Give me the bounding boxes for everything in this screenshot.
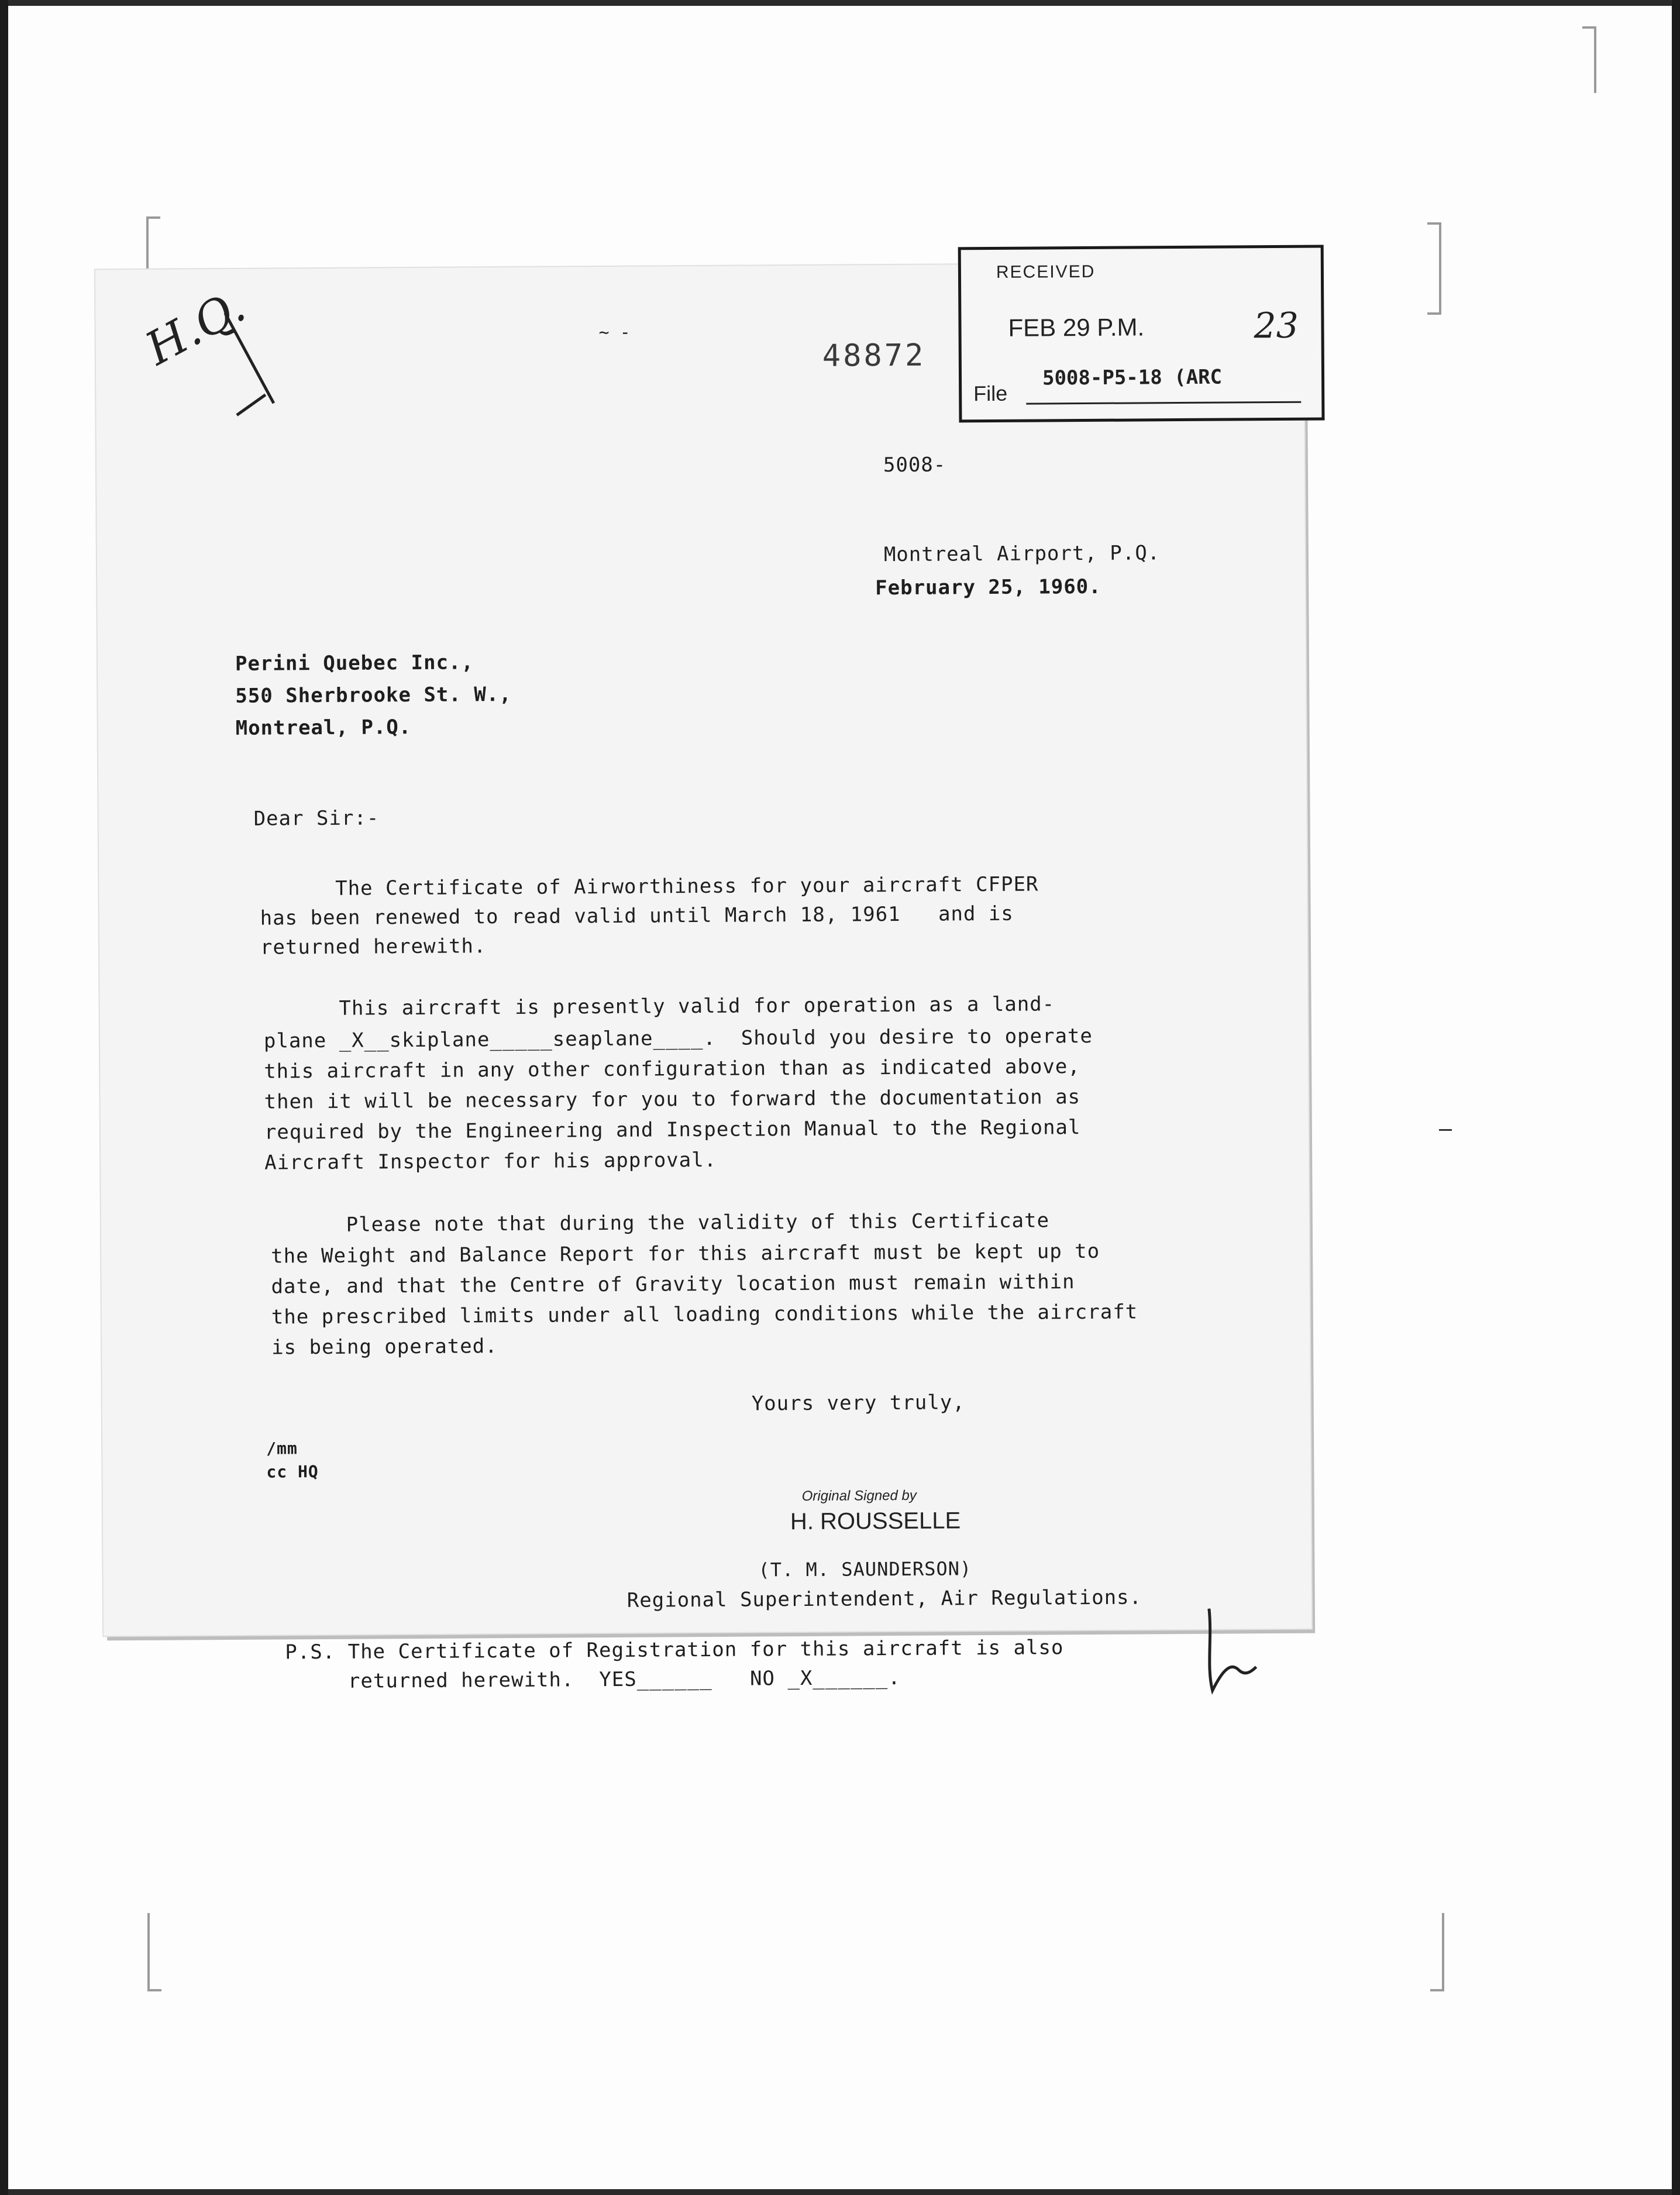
crop-mark-right-upper: [1427, 222, 1441, 315]
recipient-line: Perini Quebec Inc.,: [235, 651, 474, 676]
paragraph-line: returned herewith.: [260, 934, 487, 959]
reference-number: 5008-: [883, 453, 946, 477]
document-number: 48872: [822, 338, 926, 374]
stray-mark: ~ -: [598, 322, 631, 343]
paragraph-line: the Weight and Balance Report for this aircraft must be kept up to: [271, 1239, 1100, 1268]
paragraph-line: Please note that during the validity of this Certificate: [270, 1209, 1050, 1237]
paragraph-line: The Certificate of Airworthiness for your aircraft CFPER: [260, 872, 1039, 901]
handwritten-hq-mark: H.Q.: [137, 280, 254, 376]
signer-name: H. ROUSSELLE: [790, 1508, 961, 1535]
letter-place: Montreal Airport, P.Q.: [883, 541, 1161, 567]
letter-page: [95, 262, 1311, 1694]
received-stamp: [958, 245, 1325, 423]
closing: Yours very truly,: [751, 1391, 965, 1416]
recipient-line: 550 Sherbrooke St. W.,: [235, 682, 512, 708]
paragraph-line: required by the Engineering and Inspection Manual to the Regional: [264, 1116, 1081, 1144]
typist-initials: /mm: [266, 1439, 298, 1458]
crop-mark-left-lower: [147, 1913, 161, 1991]
crop-mark-top-right: [1582, 26, 1596, 93]
paragraph-line: plane _X__skiplane_____seaplane____. Should you desire to operate: [263, 1024, 1093, 1053]
original-signed-note: Original Signed by: [801, 1487, 917, 1504]
slash-mark: [236, 394, 266, 417]
handwritten-initial-mark: [1197, 1602, 1262, 1697]
paragraph-line: This aircraft is presently valid for operation as a land-: [263, 992, 1055, 1021]
carbon-copy: cc HQ: [266, 1462, 319, 1482]
letter-date: February 25, 1960.: [875, 574, 1101, 600]
paragraph-line: the prescribed limits under all loading conditions while the aircraft: [271, 1300, 1138, 1329]
margin-dash: [1439, 1129, 1452, 1131]
typed-name: (T. M. SAUNDERSON): [758, 1557, 972, 1581]
stamp-date: FEB 29 P.M.: [1008, 313, 1145, 342]
paragraph-line: this aircraft in any other configuration than as indicated above,: [264, 1055, 1080, 1083]
paragraph-line: date, and that the Centre of Gravity location must remain within: [271, 1270, 1075, 1299]
stamp-file-line: [1026, 401, 1301, 405]
stamp-file-number: 5008-P5-18 (ARC: [1042, 365, 1223, 390]
postscript-line: returned herewith. YES______ NO _X______.: [285, 1666, 901, 1694]
scan-edge-right: [1672, 0, 1680, 2195]
stamp-handwritten-number: 23: [1254, 305, 1299, 347]
paragraph-line: is being operated.: [271, 1334, 498, 1360]
paragraph-line: has been renewed to read valid until March 18, 1961 and is: [260, 902, 1014, 930]
crop-mark-right-lower: [1430, 1913, 1444, 1991]
salutation: Dear Sir:-: [253, 806, 380, 831]
paragraph-line: Aircraft Inspector for his approval.: [264, 1148, 717, 1175]
recipient-line: Montreal, P.Q.: [235, 715, 412, 740]
signer-title: Regional Superintendent, Air Regulations.: [626, 1585, 1142, 1612]
stamp-file-label: File: [973, 381, 1008, 406]
scan-edge-left: [0, 0, 8, 2195]
paragraph-line: then it will be necessary for you to forward the documentation as: [264, 1085, 1081, 1114]
postscript-line: P.S. The Certificate of Registration for this aircraft is also: [285, 1636, 1064, 1664]
stamp-header: RECEIVED: [996, 262, 1096, 282]
